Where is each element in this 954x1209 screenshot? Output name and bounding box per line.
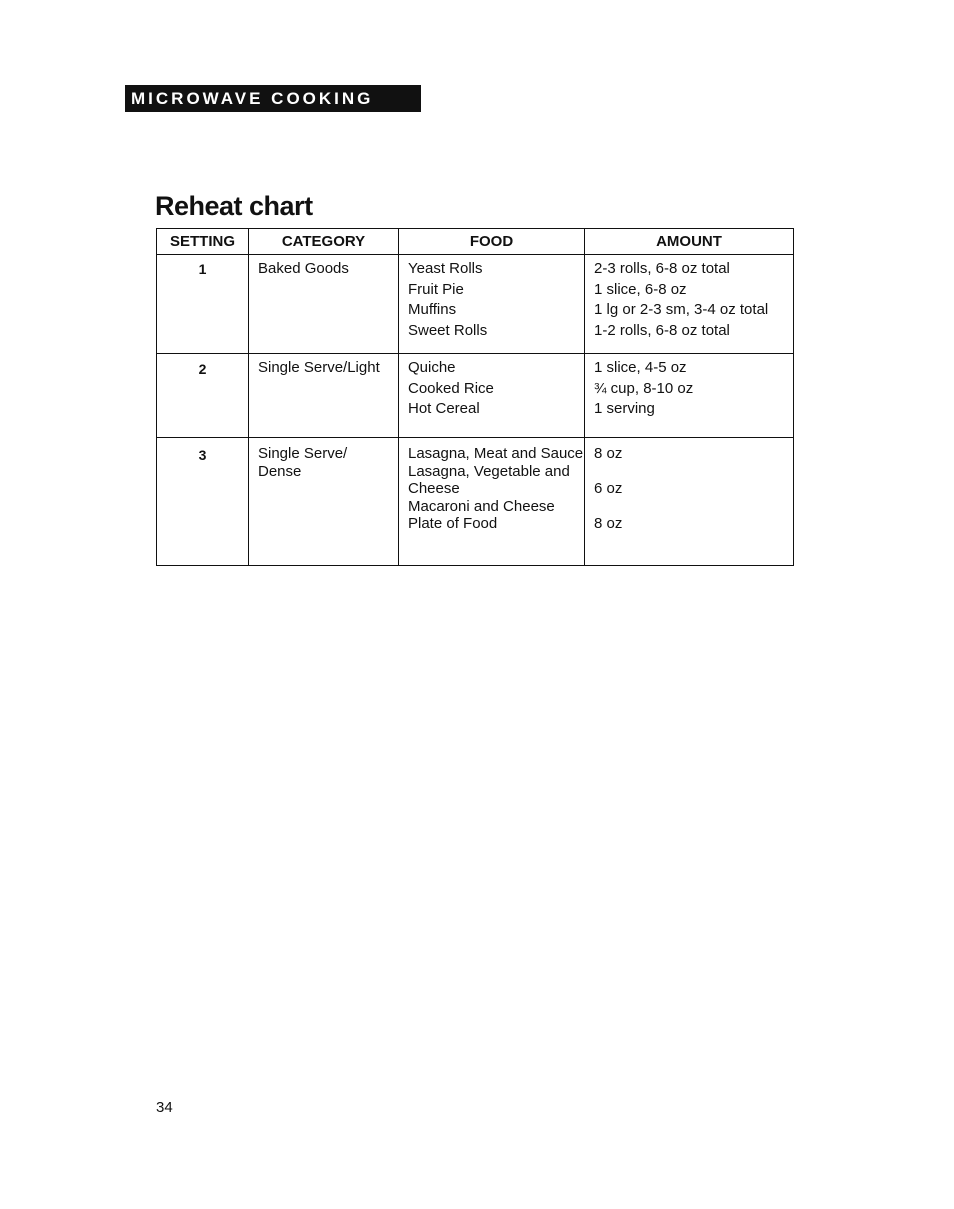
category-text: Single Serve/	[258, 445, 348, 462]
amount-item: 8 oz	[594, 445, 623, 462]
table-header-row	[157, 229, 794, 255]
category-cell	[249, 354, 399, 438]
table-row	[157, 255, 794, 354]
category-cell	[249, 438, 399, 566]
food-item: Yeast Rolls	[408, 260, 483, 277]
setting-cell: 1	[157, 255, 249, 354]
column-header-setting: SETTING	[157, 229, 249, 255]
food-item: Muffins	[408, 301, 457, 318]
food-item: Macaroni and Cheese	[408, 497, 555, 515]
amount-item: 6 oz	[594, 480, 623, 497]
category-text: Single Serve/Light	[258, 359, 380, 376]
setting-cell: 2	[157, 354, 249, 438]
page-title: Reheat chart	[155, 191, 313, 221]
amount-item: 1 slice, 4-5 oz	[594, 359, 687, 376]
column-header-amount: AMOUNT	[585, 229, 794, 255]
table-row	[157, 438, 794, 566]
category-text: Dense	[258, 462, 302, 480]
amount-cell	[585, 354, 794, 438]
category-text: Baked Goods	[258, 260, 349, 277]
reheat-table	[156, 228, 794, 566]
amount-cell	[585, 438, 794, 566]
amount-item: 8 oz	[594, 515, 623, 532]
food-item: Sweet Rolls	[408, 321, 488, 339]
column-header-food: FOOD	[399, 229, 585, 255]
amount-item: 1-2 rolls, 6-8 oz total	[594, 321, 730, 339]
section-banner: MICROWAVE COOKING	[125, 85, 421, 112]
food-item: Fruit Pie	[408, 280, 464, 298]
amount-item: ¾ cup, 8-10 oz	[594, 379, 694, 397]
food-cell	[399, 255, 585, 354]
amount-cell	[585, 255, 794, 354]
food-item: Cooked Rice	[408, 379, 494, 397]
food-item: Plate of Food	[408, 515, 498, 532]
table-row	[157, 354, 794, 438]
category-cell	[249, 255, 399, 354]
food-item: Lasagna, Meat and Sauce	[408, 445, 584, 462]
amount-item: 2-3 rolls, 6-8 oz total	[594, 260, 730, 277]
amount-item: 1 lg or 2-3 sm, 3-4 oz total	[594, 301, 769, 318]
column-header-category: CATEGORY	[249, 229, 399, 255]
amount-item: 1 slice, 6-8 oz	[594, 280, 687, 298]
setting-cell: 3	[157, 438, 249, 566]
food-item: Quiche	[408, 359, 456, 376]
food-item: Lasagna, Vegetable and Cheese	[408, 462, 570, 497]
amount-item: 1 serving	[594, 400, 655, 417]
food-cell	[399, 354, 585, 438]
food-item: Hot Cereal	[408, 400, 480, 417]
food-cell	[399, 438, 585, 566]
page-number: 34	[156, 1099, 173, 1116]
